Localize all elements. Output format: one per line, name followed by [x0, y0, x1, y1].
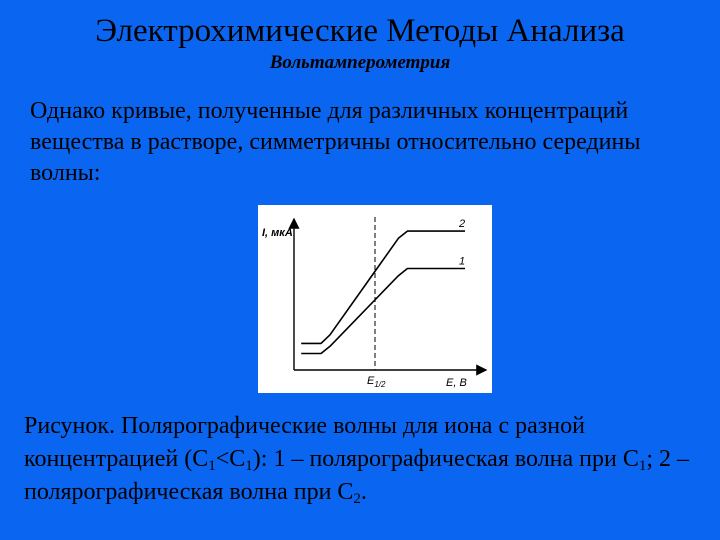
intro-text: Однако кривые, полученные для различных концентраций вещества в растворе, симметричны относительно середины волны:: [30, 98, 641, 186]
caption-part-1: Рисунок. Полярографические волны для иона с разной концентрацией (C: [24, 413, 585, 472]
polarogram-figure: [258, 205, 492, 393]
half-wave-label-sub: 1/2: [374, 380, 386, 389]
caption-part-2: <C: [215, 446, 246, 472]
caption-part-4: ; 2 – полярографическая волна при C: [24, 446, 690, 505]
caption-sub-3: 1: [638, 458, 647, 474]
slide-subtitle: Вольтамперометрия: [269, 52, 451, 73]
caption-sub-1: 1: [208, 458, 216, 474]
series-1-label: 1: [459, 255, 466, 268]
caption-sub-4: 2: [353, 491, 361, 507]
caption-part-3: ): 1 – полярографическая волна при C: [252, 446, 639, 472]
series-1-line: [301, 269, 465, 354]
series-2-label: 2: [459, 218, 466, 231]
half-wave-label: [367, 375, 386, 389]
x-axis-label: E, B: [446, 377, 467, 389]
series-layer: [301, 218, 465, 353]
caption-part-5: .: [360, 479, 367, 505]
slide-title: Электрохимические Методы Анализа: [95, 13, 625, 49]
polarogram-chart: [258, 205, 492, 393]
figure-caption: [24, 410, 704, 509]
y-axis-label: I, мкА: [262, 227, 293, 239]
series-2-line: [301, 231, 465, 343]
half-wave-label-main: E: [367, 375, 375, 387]
caption-sub-2: 1: [245, 458, 253, 474]
